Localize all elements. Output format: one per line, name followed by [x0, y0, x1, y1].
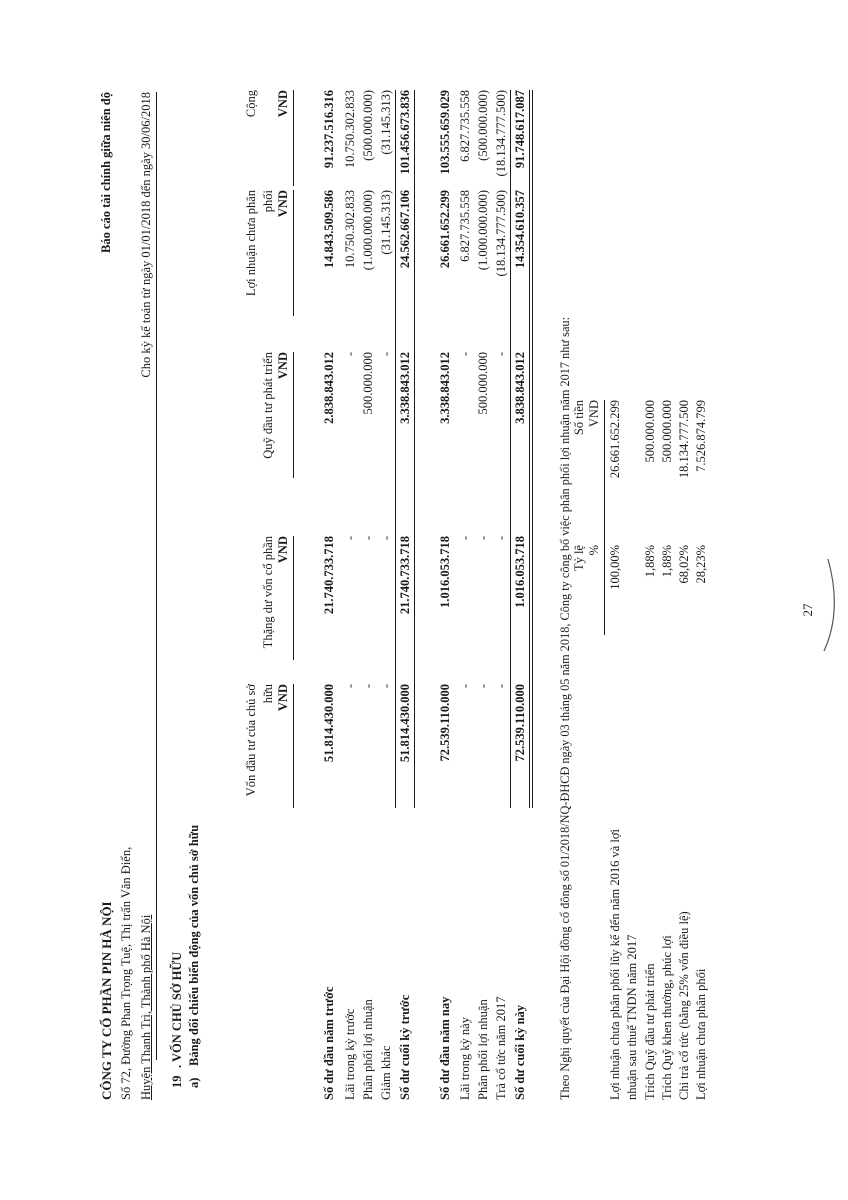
row-value: 91.237.516.316 — [322, 90, 336, 169]
subtotal-rule-top — [395, 90, 396, 808]
row-label: Trả cổ tức năm 2017 — [494, 996, 508, 1100]
company-address-line1: Số 72, Đường Phan Trọng Tuệ, Thị trấn Văn Điển, — [119, 846, 133, 1100]
header-col4-unit: VND — [276, 190, 290, 218]
header-col1-unit: VND — [276, 684, 290, 712]
row-label: Lãi trong kỳ này — [458, 1017, 472, 1100]
row-value: - — [458, 684, 472, 689]
header-rule-col4 — [293, 190, 294, 316]
row-value: 1.016.053.718 — [513, 536, 527, 608]
subtotal-rule-bottom — [414, 90, 415, 808]
row-value: - — [494, 536, 508, 541]
item-ratio: 68,02% — [677, 545, 691, 584]
row-value: - — [476, 536, 490, 541]
row-value: (1.000.000.000) — [361, 190, 375, 271]
row-value: 101.456.673.836 — [398, 90, 412, 175]
row-label: Số dư cuối kỳ trước — [398, 994, 412, 1100]
header-col3-line1: Quỹ đầu tư phát triển — [261, 352, 275, 459]
section-title: . VỐN CHỦ SỞ HỮU — [170, 951, 184, 1068]
item-label-continued: nhuận sau thuế TNDN năm 2017 — [625, 934, 639, 1100]
row-value: (18.134.777.500) — [494, 190, 508, 277]
row-label: Số dư đầu năm nay — [438, 996, 452, 1100]
header-rule-col2 — [293, 536, 294, 660]
amount-header: Số tiền — [572, 400, 586, 436]
header-col4-line2: phối — [261, 190, 275, 213]
row-value: 6.827.735.558 — [458, 190, 472, 262]
row-value: - — [343, 684, 357, 689]
row-label: Phân phối lợi nhuận — [476, 999, 490, 1100]
row-value: 500.000.000 — [476, 352, 490, 415]
row-label: Phân phối lợi nhuận — [361, 999, 375, 1100]
item-amount: 500.000.000 — [660, 400, 674, 463]
company-address-line2: Huyện Thanh Trì, Thành phố Hà Nội — [139, 914, 153, 1100]
row-value: - — [379, 536, 393, 541]
section-number: 19 — [170, 1075, 184, 1088]
distribution-header-rule — [604, 400, 605, 635]
row-value: 10.750.302.833 — [343, 90, 357, 169]
row-value: - — [343, 536, 357, 541]
row-label: Lãi trong kỳ trước — [343, 1008, 357, 1100]
item-label: Chi trả cổ tức (bằng 25% vốn điều lệ) — [677, 911, 691, 1100]
item-amount: 7.526.874.799 — [694, 400, 708, 472]
row-value: - — [361, 684, 375, 689]
row-value: - — [458, 352, 472, 357]
header-rule-col1 — [293, 684, 294, 808]
item-amount: 500.000.000 — [643, 400, 657, 463]
company-name: CÔNG TY CỔ PHẦN PIN HÀ NỘI — [99, 901, 114, 1100]
total-rule-top — [510, 90, 511, 808]
report-period: Cho kỳ kế toán từ ngày 01/01/2018 đến ngày 30/06/2018 — [139, 92, 153, 378]
row-value: 21.740.733.718 — [398, 536, 412, 615]
resolution-text: Theo Nghị quyết của Đại Hội đồng cổ đông số 01/2018/NQ-ĐHCĐ ngày 03 tháng 05 năm 2018, Công ty công bố việc phân phối lợi nhuận năm 2017 như sau: — [558, 317, 572, 1100]
row-value: 14.354.610.357 — [513, 190, 527, 269]
row-value: (31.145.313) — [379, 90, 393, 155]
row-label: Giảm khác — [379, 1045, 393, 1100]
report-title: Báo cáo tài chính giữa niên độ — [99, 92, 113, 253]
signature-stroke — [824, 559, 834, 651]
row-value: 51.814.430.000 — [322, 684, 336, 763]
row-value: 1.016.053.718 — [438, 536, 452, 608]
row-value: 10.750.302.833 — [343, 190, 357, 269]
row-value: 51.814.430.000 — [398, 684, 412, 763]
item-ratio: 28,23% — [694, 545, 708, 584]
row-value: 24.562.667.106 — [398, 190, 412, 269]
header-col1-line1: Vốn đầu tư của chủ sở — [244, 684, 258, 797]
row-value: - — [343, 352, 357, 357]
item-label: Lợi nhuận chưa phân phối — [694, 968, 708, 1100]
header-rule-col5 — [293, 90, 294, 186]
header-col5-unit: VND — [276, 90, 290, 118]
row-value: 72.539.110.000 — [513, 684, 527, 762]
header-col2-line1: Thặng dư vốn cổ phần — [261, 536, 275, 649]
row-value: 21.740.733.718 — [322, 536, 336, 615]
item-label: Lợi nhuận chưa phân phối lũy kế đến năm 2016 và lợi — [608, 829, 622, 1100]
row-value: 72.539.110.000 — [438, 684, 452, 762]
row-value: 3.338.843.012 — [398, 352, 412, 424]
item-ratio: 1,88% — [660, 545, 674, 578]
row-value: - — [494, 684, 508, 689]
row-value: 91.748.617.087 — [513, 90, 527, 169]
amount-unit: VND — [587, 400, 601, 428]
row-value: 103.555.659.029 — [438, 90, 452, 175]
item-ratio: 1,88% — [643, 545, 657, 578]
row-value: (500.000.000) — [361, 90, 375, 161]
header-col4-line1: Lợi nhuận chưa phân — [244, 190, 258, 297]
row-value: (31.145.313) — [379, 190, 393, 255]
page-number: 27 — [800, 603, 815, 617]
item-ratio: 100,00% — [608, 545, 622, 590]
row-value: - — [361, 536, 375, 541]
header-rule — [156, 92, 157, 1060]
header-col3-unit: VND — [276, 352, 290, 380]
row-value: 14.843.509.586 — [322, 190, 336, 269]
row-value: - — [379, 684, 393, 689]
row-value: 6.827.735.558 — [458, 90, 472, 162]
row-value: 3.838.843.012 — [513, 352, 527, 424]
header-col5-line1: Cộng — [244, 90, 258, 118]
row-value: (1.000.000.000) — [476, 190, 490, 271]
item-amount: 26.661.652.299 — [608, 400, 622, 479]
row-value: - — [476, 684, 490, 689]
row-value: - — [494, 352, 508, 357]
item-amount: 18.134.777.500 — [677, 400, 691, 479]
row-value: - — [379, 352, 393, 357]
row-value: 2.838.843.012 — [322, 352, 336, 424]
subsection-letter: a) — [187, 1077, 201, 1088]
row-label: Số dư đầu năm trước — [322, 986, 336, 1100]
item-label: Trích Quỹ đầu tư phát triển — [643, 963, 657, 1100]
row-value: (18.134.777.500) — [494, 90, 508, 177]
ratio-header: Tỷ lệ — [572, 545, 586, 572]
header-rule-col3 — [293, 352, 294, 478]
subsection-title: Bảng đối chiếu biến động của vốn chủ sở hữu — [187, 824, 201, 1066]
row-value: 500.000.000 — [361, 352, 375, 415]
row-value: - — [458, 536, 472, 541]
header-col1-line2: hữu — [261, 684, 275, 704]
row-value: (500.000.000) — [476, 90, 490, 161]
row-value: 3.338.843.012 — [438, 352, 452, 424]
item-label: Trích Quỹ khen thưởng, phúc lợi — [660, 935, 674, 1100]
row-label: Số dư cuối kỳ này — [513, 1004, 527, 1100]
header-col2-unit: VND — [276, 536, 290, 564]
row-value: 26.661.652.299 — [438, 190, 452, 269]
ratio-unit: % — [587, 545, 601, 556]
total-double-rule — [529, 90, 533, 808]
signature-mark — [818, 555, 840, 655]
